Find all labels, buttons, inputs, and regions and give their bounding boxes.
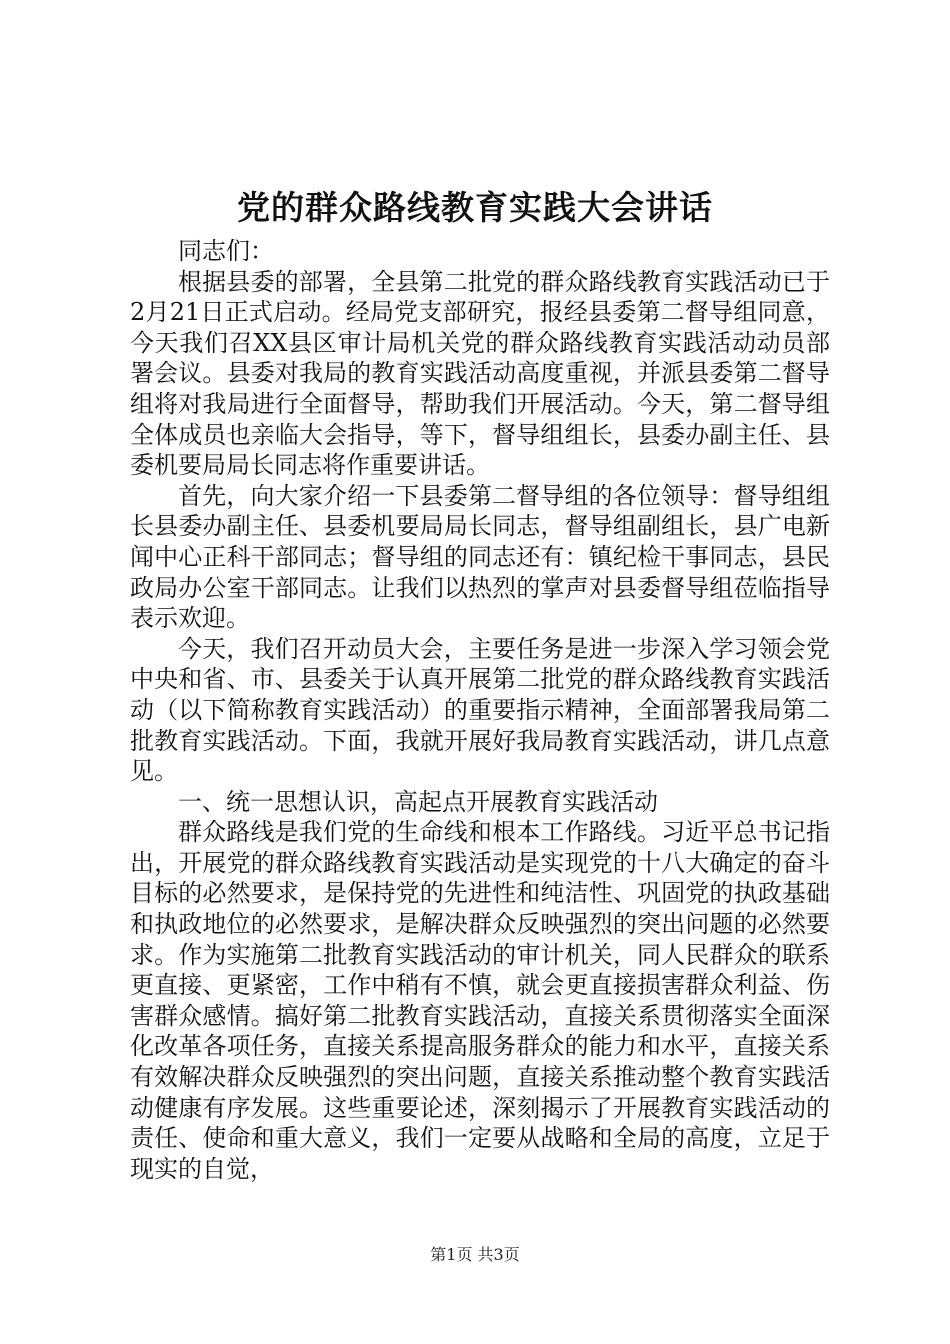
paragraph-leaders: 首先，向大家介绍一下县委第二督导组的各位领导：督导组组长县委办副主任、县委机要局局长同志，督导组副组长，县广电新闻中心正科干部同志；督导组的同志还有：镇纪检干事同志，县民政局办公室干部同志。让我们以热烈的掌声对县委督导组莅临指导表示欢迎。 xyxy=(130,481,830,633)
document-body xyxy=(130,236,830,1184)
paragraph-intro: 根据县委的部署，全县第二批党的群众路线教育实践活动已于2月21日正式启动。经局党支部研究，报经县委第二督导组同意，今天我们召XX县区审计局机关党的群众路线教育实践活动动员部署会议。县委对我局的教育实践活动高度重视，并派县委第二督导组将对我局进行全面督导，帮助我们开展活动。今天，第二督导组全体成员也亲临大会指导，等下，督导组组长，县委办副主任、县委机要局局长同志将作重要讲话。 xyxy=(130,267,830,480)
document-title: 党的群众路线教育实践大会讲话 xyxy=(237,188,713,227)
salutation: 同志们： xyxy=(178,237,274,265)
paragraph-mass-line: 群众路线是我们党的生命线和根本工作路线。习近平总书记指出，开展党的群众路线教育实践活动是实现党的十八大确定的奋斗目标的必然要求，是保持党的先进性和纯洁性、巩固党的执政基础和执政地位的必然要求，是解决群众反映强烈的突出问题的必然要求。作为实施第二批教育实践活动的审计机关，同人民群众的联系更直接、更紧密，工作中稍有不慎，就会更直接损害群众利益、伤害群众感情。搞好第二批教育实践活动，直接关系贯彻落实全面深化改革各项任务，直接关系提高服务群众的能力和水平，直接关系有效解决群众反映强烈的突出问题，直接关系推动整个教育实践活动健康有序发展。这些重要论述，深刻揭示了开展教育实践活动的责任、使命和重大意义，我们一定要从战略和全局的高度，立足于现实的自觉， xyxy=(130,818,830,1183)
page-footer xyxy=(0,1244,950,1266)
section-heading-1: 一、统一思想认识，高起点开展教育实践活动 xyxy=(178,787,658,816)
paragraph-tasks: 今天，我们召开动员大会，主要任务是进一步深入学习领会党中央和省、市、县委关于认真开展第二批党的群众路线教育实践活动（以下简称教育实践活动）的重要指示精神，全面部署我局第二批教育实践活动。下面，我就开展好我局教育实践活动，讲几点意见。 xyxy=(130,634,830,786)
page-number: 第1页 xyxy=(430,1245,473,1264)
page-total: 共3页 xyxy=(477,1245,520,1264)
